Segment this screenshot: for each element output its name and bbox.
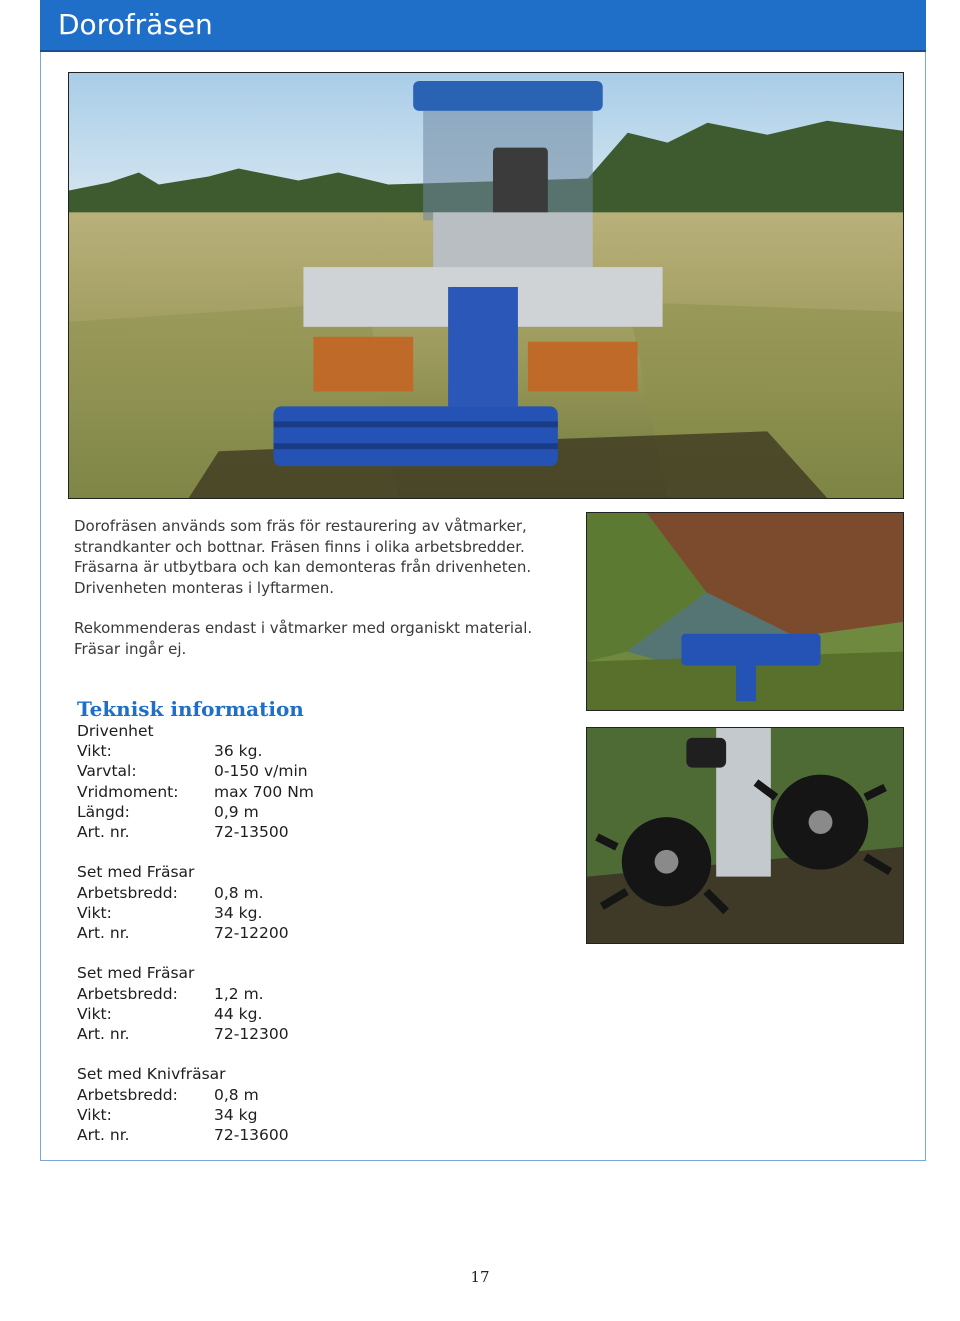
tilled-field-photo (586, 512, 904, 711)
spec-group-title: Set med Knivfräsar (77, 1065, 226, 1084)
description-paragraph-2: Rekommenderas endast i våtmarker med organiskt material. Fräsar ingår ej. (74, 619, 533, 658)
spec-row (77, 782, 557, 802)
spec-row (77, 883, 557, 903)
spec-value: 34 kg (214, 1105, 258, 1124)
main-machine-photo (68, 72, 904, 499)
spec-row (77, 984, 557, 1004)
spec-group-knivfrasar (77, 1064, 557, 1145)
description-paragraph-1: Dorofräsen används som fräs för restaurering av våtmarker, strandkanter och bottnar. Fräsen finns i olika arbetsbredder. Fräsarna är utbytbara och kan demonteras från drivenheten. Drivenheten monteras i lyftarmen. (74, 517, 532, 597)
spec-label: Art. nr. (77, 1126, 130, 1145)
spec-label: Vikt: (77, 1105, 112, 1124)
spec-label: Vikt: (77, 903, 112, 922)
spec-value: 72-13500 (214, 823, 289, 842)
tech-heading: Teknisk information (77, 697, 304, 721)
spec-group-title: Set med Fräsar (77, 863, 195, 882)
spec-row (77, 1125, 557, 1145)
page-number: 17 (470, 1268, 490, 1286)
spec-label: Arbetsbredd: (77, 883, 178, 902)
spec-row (77, 802, 557, 822)
spec-value: 44 kg. (214, 1004, 263, 1023)
spec-label: Längd: (77, 802, 130, 821)
spec-row (77, 761, 557, 781)
spec-value: 72-12300 (214, 1025, 289, 1044)
spec-row (77, 1024, 557, 1044)
spec-group-frasar-08 (77, 862, 557, 943)
spec-row (77, 1105, 557, 1125)
description (74, 516, 574, 679)
spec-label: Art. nr. (77, 823, 130, 842)
spec-value: 34 kg. (214, 903, 263, 922)
spec-row (77, 1085, 557, 1105)
spec-row (77, 822, 557, 842)
spec-value: max 700 Nm (214, 782, 314, 801)
spec-label: Varvtal: (77, 762, 137, 781)
spec-value: 36 kg. (214, 742, 263, 761)
spec-value: 0,8 m (214, 1085, 259, 1104)
spec-value: 0,9 m (214, 802, 259, 821)
spec-row (77, 903, 557, 923)
spec-list (77, 721, 557, 1165)
spec-label: Arbetsbredd: (77, 1085, 178, 1104)
spec-label: Art. nr. (77, 924, 130, 943)
spec-group-title: Set med Fräsar (77, 964, 195, 983)
spec-row (77, 1004, 557, 1024)
spec-label: Vikt: (77, 742, 112, 761)
spec-value: 0,8 m. (214, 883, 264, 902)
spec-row (77, 923, 557, 943)
spec-row (77, 741, 557, 761)
spec-label: Vridmoment: (77, 782, 179, 801)
spec-group-title: Drivenhet (77, 722, 154, 740)
tiller-closeup-photo (586, 727, 904, 944)
page-title: Dorofräsen (58, 8, 213, 41)
spec-label: Art. nr. (77, 1025, 130, 1044)
spec-value: 1,2 m. (214, 984, 264, 1003)
spec-value: 72-13600 (214, 1126, 289, 1145)
spec-label: Arbetsbredd: (77, 984, 178, 1003)
spec-value: 72-12200 (214, 924, 289, 943)
title-bar (40, 0, 926, 52)
spec-label: Vikt: (77, 1004, 112, 1023)
spec-group-drivenhet (77, 721, 557, 842)
spec-group-frasar-12 (77, 963, 557, 1044)
spec-value: 0-150 v/min (214, 762, 308, 781)
